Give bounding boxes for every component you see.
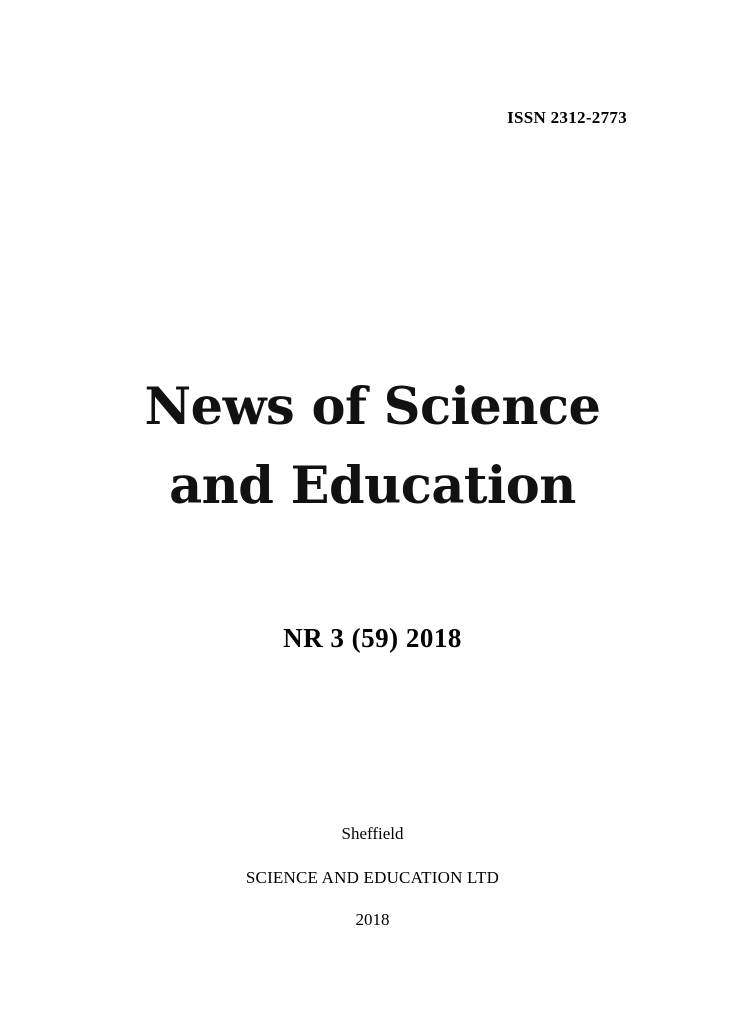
imprint-publisher: SCIENCE AND EDUCATION LTD xyxy=(245,868,500,887)
journal-title-line-1: News of Science xyxy=(144,377,601,437)
journal-title xyxy=(0,368,745,526)
imprint-year: 2018 xyxy=(355,910,390,929)
issn-label: ISSN 2312-2773 xyxy=(507,108,627,127)
imprint-city: Sheffield xyxy=(341,824,404,843)
imprint-block xyxy=(0,824,745,930)
journal-title-line-2: and Education xyxy=(169,456,576,517)
issue-number: NR 3 (59) 2018 xyxy=(283,623,462,653)
